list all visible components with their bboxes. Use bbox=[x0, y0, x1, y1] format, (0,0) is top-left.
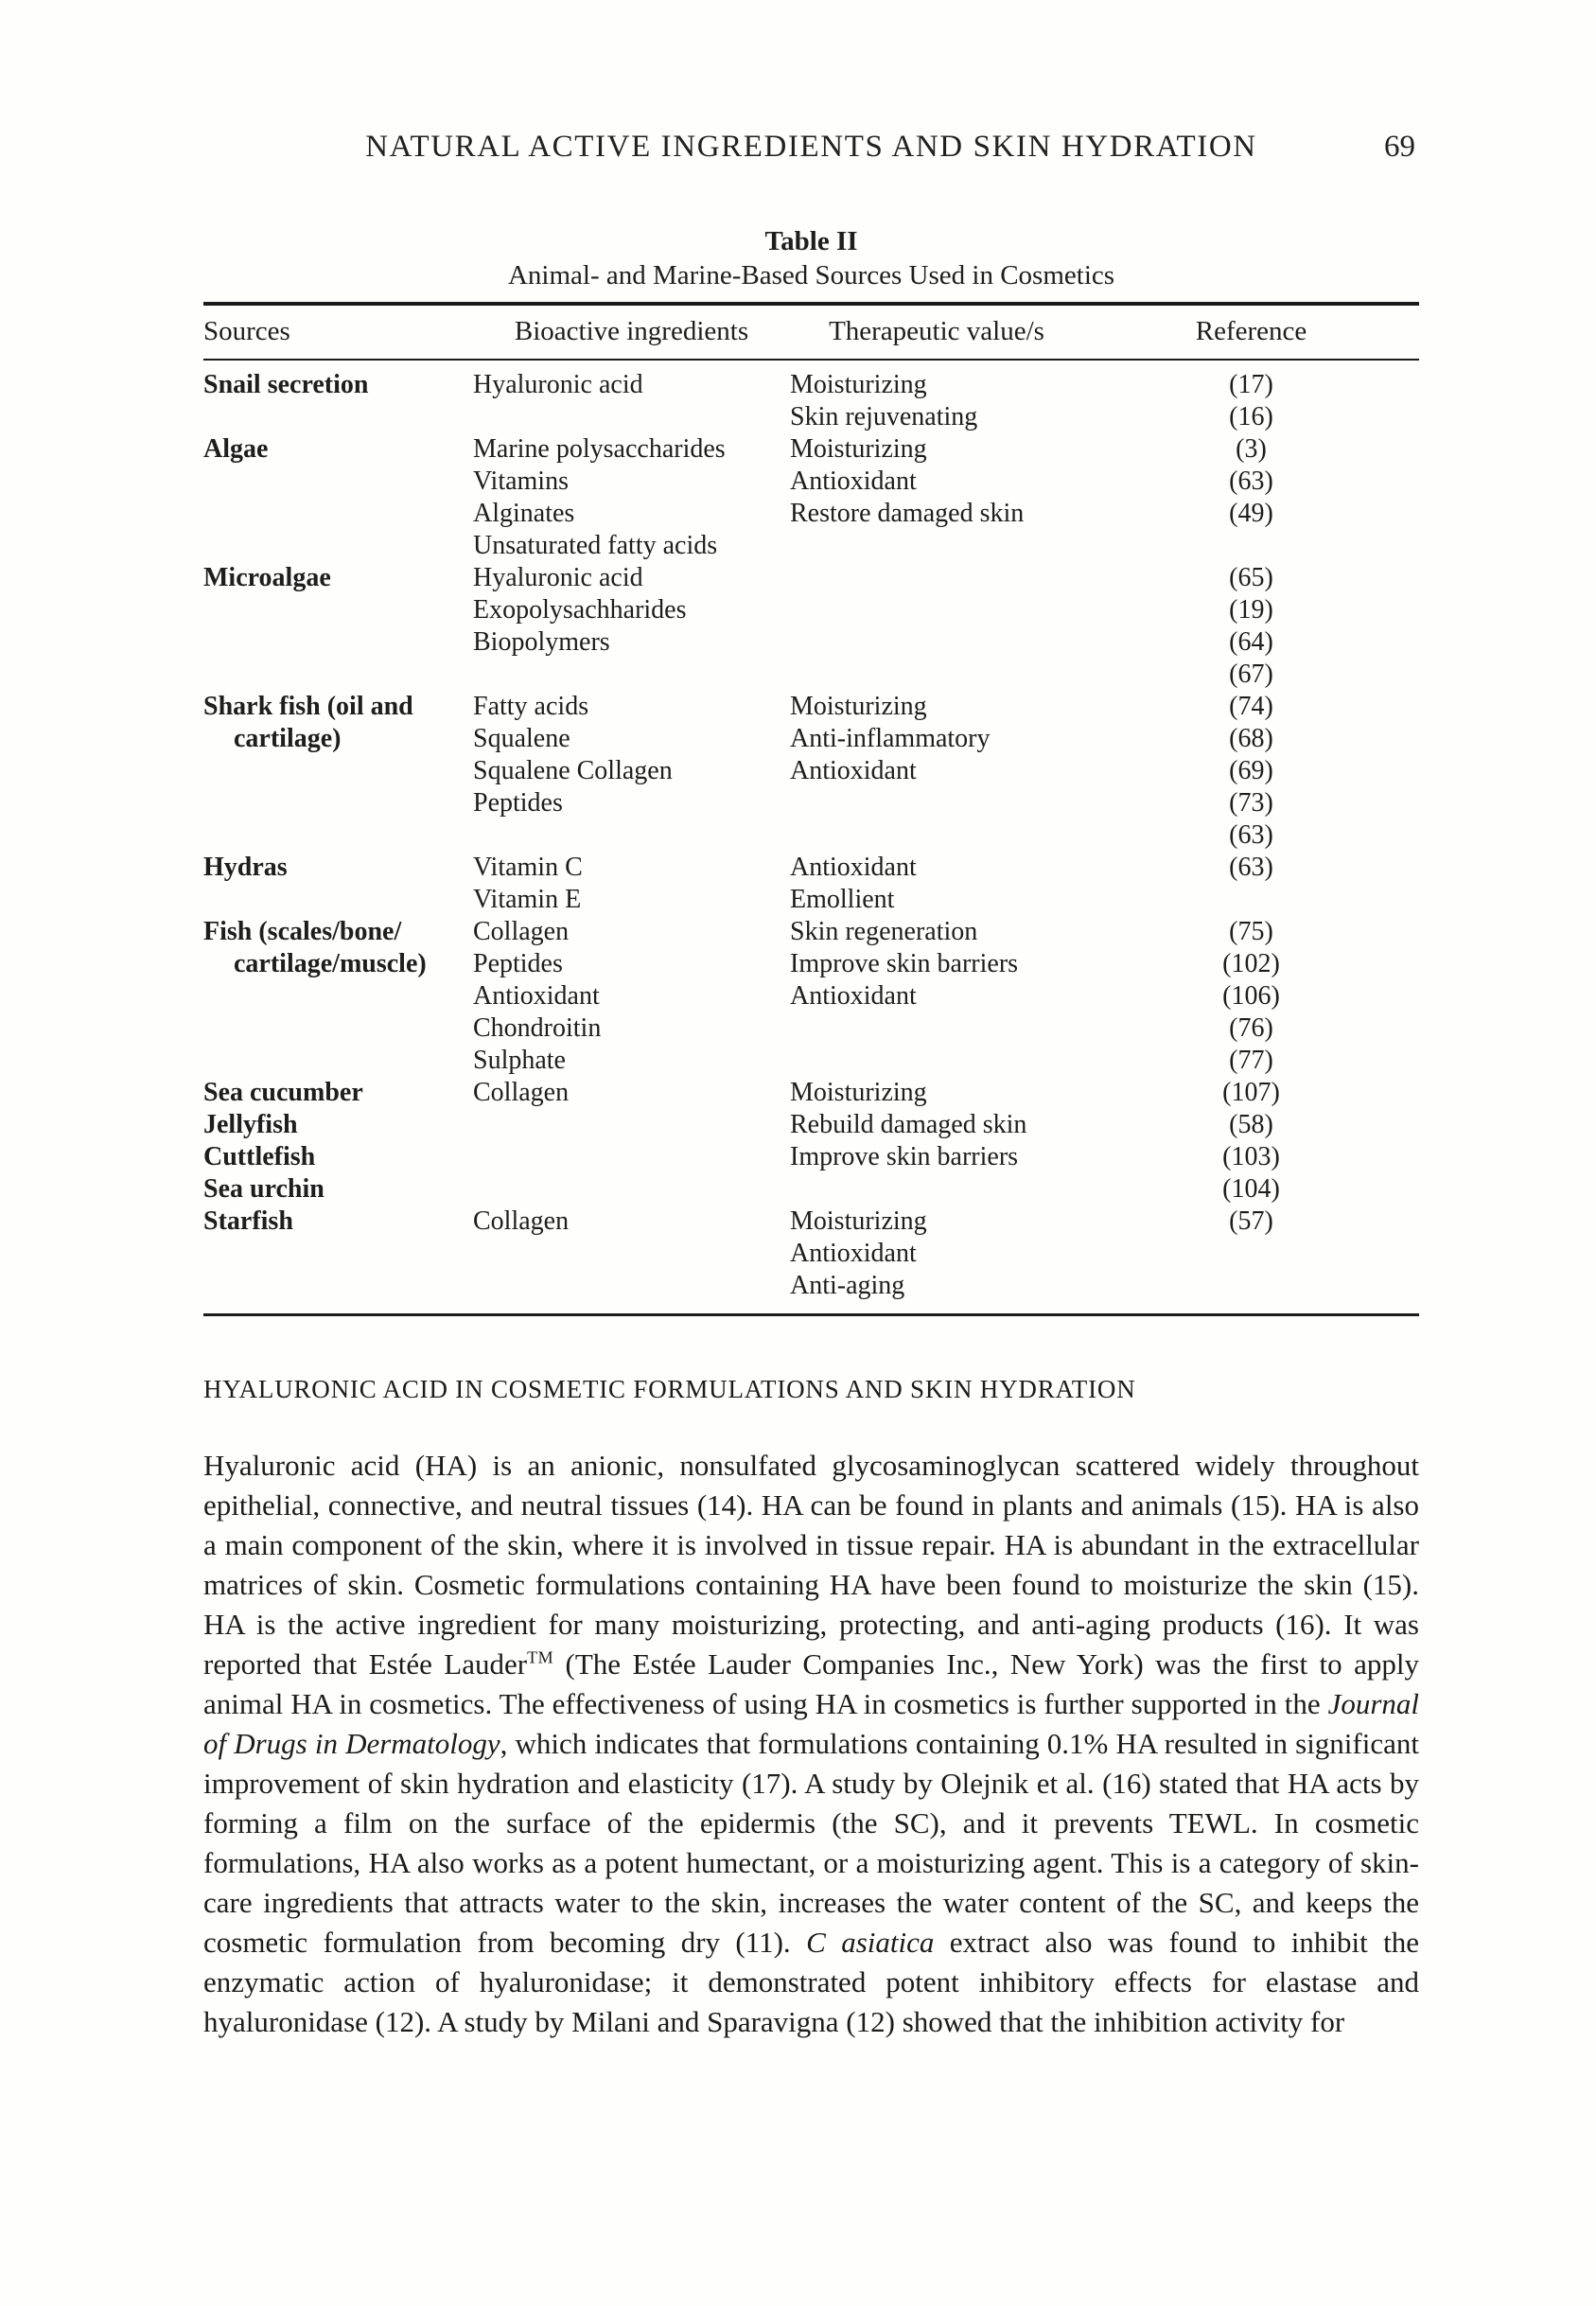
value-cell bbox=[790, 1012, 1083, 1045]
reference-cell bbox=[1083, 1238, 1419, 1270]
table-row bbox=[203, 498, 1419, 530]
paragraph-text: extract also was found to inhibit the enzymatic action of hyaluronidase; it demonstrated potent inhibitory effects for elastase and hyaluronidase (12). A study by Milani and Sparavigna (12) showed that the inhibition activity for bbox=[203, 1926, 1420, 2038]
table-row bbox=[203, 1012, 1419, 1045]
table-row bbox=[203, 819, 1419, 852]
reference-cell: (104) bbox=[1222, 1174, 1280, 1204]
value-cell: Antioxidant bbox=[790, 1239, 917, 1268]
reference-cell: (3) bbox=[1236, 434, 1267, 464]
ingredient-cell: Squalene bbox=[473, 724, 570, 753]
table-row bbox=[203, 1238, 1419, 1270]
reference-cell: (63) bbox=[1229, 820, 1273, 850]
table-row bbox=[203, 466, 1419, 498]
ingredient-cell: Collagen bbox=[473, 1078, 570, 1107]
reference-cell: (68) bbox=[1229, 724, 1273, 753]
ingredient-cell: Alginates bbox=[473, 499, 575, 528]
ingredient-cell: Vitamin E bbox=[473, 885, 582, 914]
ingredient-cell: Marine polysaccharides bbox=[473, 434, 726, 464]
table-header-row bbox=[203, 304, 1419, 360]
article-section bbox=[203, 1374, 1419, 2042]
value-cell bbox=[790, 562, 1083, 594]
value-cell: Moisturizing bbox=[790, 692, 927, 721]
reference-cell: (107) bbox=[1222, 1078, 1280, 1107]
ingredient-cell: Fatty acids bbox=[473, 692, 589, 721]
source-cell: cartilage) bbox=[234, 724, 342, 753]
reference-cell: (57) bbox=[1229, 1206, 1273, 1236]
source-cell: Algae bbox=[203, 434, 269, 464]
reference-cell: (106) bbox=[1222, 981, 1280, 1011]
ingredient-cell: Chondroitin bbox=[473, 1013, 602, 1043]
source-cell: Shark fish (oil and bbox=[203, 692, 413, 721]
reference-cell: (65) bbox=[1229, 563, 1273, 592]
source-cell: cartilage/muscle) bbox=[234, 949, 427, 978]
ingredient-cell bbox=[473, 1109, 790, 1141]
value-cell: Improve skin barriers bbox=[790, 949, 1019, 978]
source-cell: Sea cucumber bbox=[203, 1078, 363, 1107]
table-row bbox=[203, 401, 1419, 433]
ingredient-cell bbox=[473, 819, 790, 852]
reference-cell: (17) bbox=[1229, 370, 1273, 399]
table-row bbox=[203, 1109, 1419, 1141]
ingredient-cell bbox=[473, 1141, 790, 1173]
table-subtitle: Animal- and Marine-Based Sources Used in Cosmetics bbox=[507, 260, 1115, 290]
source-cell bbox=[203, 498, 473, 530]
reference-cell: (77) bbox=[1229, 1046, 1273, 1075]
value-cell: Skin rejuvenating bbox=[790, 402, 978, 431]
column-header-reference: Reference bbox=[1083, 304, 1419, 360]
sources-table bbox=[203, 302, 1419, 1316]
value-cell bbox=[790, 659, 1083, 691]
reference-cell: (73) bbox=[1229, 788, 1273, 818]
source-cell: Sea urchin bbox=[203, 1174, 324, 1204]
reference-cell: (58) bbox=[1229, 1110, 1273, 1139]
ingredient-cell: Peptides bbox=[473, 788, 563, 818]
source-cell bbox=[203, 659, 473, 691]
value-cell bbox=[790, 819, 1083, 852]
table-row bbox=[203, 562, 1419, 594]
ingredient-cell: Squalene Collagen bbox=[473, 756, 673, 785]
source-cell: Snail secretion bbox=[203, 370, 369, 399]
table-row bbox=[203, 626, 1419, 659]
value-cell: Restore damaged skin bbox=[790, 499, 1025, 528]
running-head-title: NATURAL ACTIVE INGREDIENTS AND SKIN HYDRATION bbox=[365, 130, 1257, 164]
source-cell bbox=[203, 819, 473, 852]
value-cell bbox=[790, 1173, 1083, 1206]
source-cell bbox=[203, 787, 473, 819]
table-title: Table II bbox=[764, 226, 858, 256]
source-cell bbox=[203, 1238, 473, 1270]
table-row bbox=[203, 659, 1419, 691]
source-cell: Starfish bbox=[203, 1206, 293, 1236]
table-row bbox=[203, 755, 1419, 787]
value-cell bbox=[790, 787, 1083, 819]
ingredient-cell bbox=[473, 659, 790, 691]
ingredient-cell bbox=[473, 1270, 790, 1315]
value-cell: Anti-inflammatory bbox=[790, 724, 991, 753]
italic-text: C asiatica bbox=[806, 1926, 935, 1959]
value-cell: Skin regeneration bbox=[790, 917, 978, 946]
ingredient-cell: Antioxidant bbox=[473, 981, 600, 1011]
source-cell: Hydras bbox=[203, 853, 288, 882]
ingredient-cell: Unsaturated fatty acids bbox=[473, 531, 718, 560]
value-cell: Moisturizing bbox=[790, 1206, 927, 1236]
source-cell bbox=[203, 626, 473, 659]
italic-text: Journal of Drugs in Dermatology bbox=[203, 1687, 1419, 1760]
table-row bbox=[203, 980, 1419, 1012]
table-row bbox=[203, 1141, 1419, 1173]
running-head bbox=[203, 130, 1419, 167]
table-row bbox=[203, 360, 1419, 401]
value-cell: Moisturizing bbox=[790, 434, 927, 464]
ingredient-cell: Sulphate bbox=[473, 1046, 566, 1075]
table-row bbox=[203, 691, 1419, 723]
reference-cell: (63) bbox=[1229, 466, 1273, 496]
reference-cell bbox=[1083, 1270, 1419, 1315]
column-header-bioactive-ingredients: Bioactive ingredients bbox=[473, 304, 790, 360]
page-number: 69 bbox=[1384, 130, 1415, 164]
table-row bbox=[203, 723, 1419, 755]
table-row bbox=[203, 884, 1419, 916]
table-header bbox=[203, 304, 1419, 360]
reference-cell: (49) bbox=[1229, 499, 1273, 528]
value-cell: Emollient bbox=[790, 885, 895, 914]
value-cell: Antioxidant bbox=[790, 466, 917, 496]
reference-cell: (103) bbox=[1222, 1142, 1280, 1171]
value-cell: Improve skin barriers bbox=[790, 1142, 1019, 1171]
reference-cell: (102) bbox=[1222, 949, 1280, 978]
source-cell bbox=[203, 1270, 473, 1315]
reference-cell: (69) bbox=[1229, 756, 1273, 785]
ingredient-cell bbox=[473, 1173, 790, 1206]
source-cell bbox=[203, 980, 473, 1012]
ingredient-cell: Collagen bbox=[473, 917, 570, 946]
reference-cell: (63) bbox=[1229, 853, 1273, 882]
source-cell: Fish (scales/bone/ bbox=[203, 917, 402, 946]
source-cell bbox=[203, 466, 473, 498]
body-paragraph bbox=[203, 1446, 1419, 2042]
source-cell bbox=[203, 401, 473, 433]
source-cell bbox=[203, 530, 473, 562]
ingredient-cell: Hyaluronic acid bbox=[473, 370, 643, 399]
table-row bbox=[203, 916, 1419, 948]
table-row bbox=[203, 1270, 1419, 1315]
table-row bbox=[203, 948, 1419, 980]
table-row bbox=[203, 1173, 1419, 1206]
ingredient-cell bbox=[473, 401, 790, 433]
ingredient-cell: Peptides bbox=[473, 949, 563, 978]
reference-cell bbox=[1083, 530, 1419, 562]
ingredient-cell: Hyaluronic acid bbox=[473, 563, 643, 592]
reference-cell: (16) bbox=[1229, 402, 1273, 431]
source-cell bbox=[203, 884, 473, 916]
column-header-therapeutic-values: Therapeutic value/s bbox=[790, 304, 1083, 360]
table-row bbox=[203, 594, 1419, 626]
table-row bbox=[203, 530, 1419, 562]
ingredient-cell: Biopolymers bbox=[473, 627, 610, 657]
table-row bbox=[203, 787, 1419, 819]
ingredient-cell: Collagen bbox=[473, 1206, 570, 1236]
paragraph-text: Hyaluronic acid (HA) is an anionic, nonsulfated glycosaminoglycan scattered widely throughout epithelial, connective, and neutral tissues (14). HA can be found in plants and animals (15). HA is also a main component of the skin, where it is involved in tissue repair. HA is abundant in the extracellular matrices of skin. Cosmetic formulations containing HA have been found to moisturize the skin (15). HA is the active ingredient for many moisturizing, protecting, and anti-aging products (16). It was reported that Estée Lauder bbox=[203, 1449, 1419, 1681]
value-cell: Moisturizing bbox=[790, 370, 927, 399]
value-cell bbox=[790, 626, 1083, 659]
reference-cell: (74) bbox=[1229, 692, 1273, 721]
ingredient-cell: Vitamin C bbox=[473, 853, 583, 882]
value-cell bbox=[790, 1045, 1083, 1077]
reference-cell: (75) bbox=[1229, 917, 1273, 946]
table-row bbox=[203, 433, 1419, 466]
value-cell: Antioxidant bbox=[790, 981, 917, 1011]
table-row bbox=[203, 1077, 1419, 1109]
source-cell bbox=[203, 755, 473, 787]
ingredient-cell: Vitamins bbox=[473, 466, 569, 496]
value-cell: Moisturizing bbox=[790, 1078, 927, 1107]
source-cell bbox=[203, 1045, 473, 1077]
table-row bbox=[203, 852, 1419, 884]
reference-cell: (64) bbox=[1229, 627, 1273, 657]
ingredient-cell: Exopolysachharides bbox=[473, 595, 687, 625]
value-cell bbox=[790, 530, 1083, 562]
column-header-sources: Sources bbox=[203, 304, 473, 360]
reference-cell: (76) bbox=[1229, 1013, 1273, 1043]
source-cell: Cuttlefish bbox=[203, 1142, 316, 1171]
table-body bbox=[203, 360, 1419, 1315]
source-cell: Microalgae bbox=[203, 563, 331, 592]
source-cell bbox=[203, 1012, 473, 1045]
paragraph-text: (The Estée Lauder Companies Inc., New York) was the first to apply animal HA in cosmetics. The effectiveness of using HA in cosmetics is further supported in the bbox=[203, 1647, 1420, 1720]
paragraph-text: , which indicates that formulations containing 0.1% HA resulted in significant improvement of skin hydration and elasticity (17). A study by Olejnik et al. (16) stated that HA acts by forming a film on the surface of the epidermis (the SC), and it prevents TEWL. In cosmetic formulations, HA also works as a potent humectant, or a moisturizing agent. This is a category of skin-care ingredients that attracts water to the skin, increases the water content of the SC, and keeps the cosmetic formulation from becoming dry (11). bbox=[203, 1727, 1419, 1959]
value-cell: Anti-aging bbox=[790, 1271, 905, 1300]
value-cell bbox=[790, 594, 1083, 626]
value-cell: Antioxidant bbox=[790, 853, 917, 882]
value-cell: Antioxidant bbox=[790, 756, 917, 785]
reference-cell: (19) bbox=[1229, 595, 1273, 625]
source-cell bbox=[203, 594, 473, 626]
table-row bbox=[203, 1206, 1419, 1238]
value-cell: Rebuild damaged skin bbox=[790, 1110, 1027, 1139]
section-heading: HYALURONIC ACID IN COSMETIC FORMULATIONS AND SKIN HYDRATION bbox=[203, 1375, 1136, 1403]
trademark-superscript: TM bbox=[527, 1647, 554, 1667]
reference-cell: (67) bbox=[1229, 660, 1273, 689]
reference-cell bbox=[1083, 884, 1419, 916]
table-section bbox=[203, 225, 1419, 1316]
ingredient-cell bbox=[473, 1238, 790, 1270]
table-row bbox=[203, 1045, 1419, 1077]
source-cell: Jellyfish bbox=[203, 1110, 298, 1139]
